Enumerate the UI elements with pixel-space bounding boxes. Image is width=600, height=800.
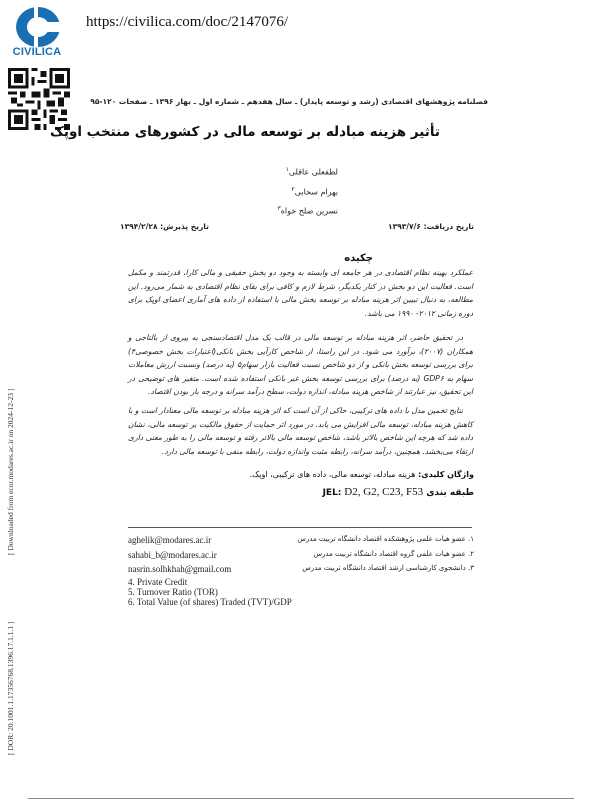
abstract-heading: چکیده (344, 253, 373, 264)
affiliation-row (128, 550, 474, 564)
english-footnote: 4. Private Credit (128, 577, 188, 587)
abstract-paragraph-1: عملکرد بهینه نظام اقتصادی در هر جامعه ای وابسته به وجود دو بخش حقیقی و مالی کارا، قدرتمند و مکمل است. فعالیت این دو بخش در کنار یکدیگر، شرط لازم و کافی برای بقای نظام اقتصادی به شمار می‌رود. این مطالعه، به دنبال تبیین اثر هزینه مبادله بر توسعه بخش مالی با استفاده از داده های آماری اعضای اوپک برای دوره زمانی ۲۰۱۲- ۱۹۹۰ می باشد. (128, 268, 473, 318)
accepted-date: تاریخ پذیرش: ۱۳۹۴/۲/۲۸ (120, 222, 209, 231)
keywords (250, 470, 474, 479)
author-email[interactable]: sahabi_b@modares.ac.ir (128, 550, 217, 560)
author-mark: ۱ (285, 166, 289, 173)
jel-label: طبقه بندی JEL: (322, 488, 474, 498)
keywords-label: واژگان کلیدی: (418, 470, 474, 479)
author-list (277, 161, 338, 220)
logo-text: CIVILICA (12, 46, 62, 58)
author-mark: ۳ (277, 205, 281, 213)
article-title: تأثیر هزینه مبادله بر توسعه مالی در کشورهای منتخب اوپک (50, 124, 440, 140)
received-date: تاریخ دریافت: ۱۳۹۳/۷/۶ (388, 222, 474, 231)
author-name: لطفعلی عاقلی (288, 167, 338, 177)
keywords-value: هزینه مبادله، توسعه مالی، داده های ترکیبی، اوپک. (249, 470, 416, 479)
affiliation-text: ۳. دانشجوی کارشناسی ارشد اقتصاد دانشگاه تربیت مدرس (302, 564, 474, 572)
english-footnote: 6. Total Value (of shares) Traded (TVT)/GDP (128, 597, 292, 607)
abstract-paragraph-3: نتایج تخمین مدل با داده های ترکیبی، حاکی از آن است که اثر هزینه مبادله بر توسعه مالی معنادار است و با کاهش هزینه مبادله، توسعه مالی افزایش می یابد. در مورد اثر حمایت از حقوق مالکیت بر توسعه مالی، نشان داده شد که هرچه این شاخص بالاتر باشد، شاخص توسعه مالی بالاتر رفته و توسعه مالی را به طور معنی داری ارتقاء می‌بخشد. همچنین، درآمد سرانه، رابطه مثبت واندازه دولت، رابطه منفی با توسعه مالی دارد. (128, 406, 473, 456)
dor-note: [ DOR: 20.1001.1.17356768.1396.17.1.1.1 ] (6, 621, 15, 755)
document-url-link[interactable]: https://civilica.com/doc/2147076/ (86, 14, 289, 30)
page-bottom-divider (28, 798, 574, 799)
english-footnote: 5. Turnover Ratio (TOR) (128, 587, 218, 597)
author-2 (277, 181, 338, 201)
author-mark: ۲ (291, 185, 295, 193)
author-1 (277, 161, 338, 181)
author-3 (277, 200, 338, 220)
author-email[interactable]: aghelik@modares.ac.ir (128, 535, 212, 545)
author-name: نسرین صلح خواه (280, 206, 338, 216)
downloaded-note: [ Downloaded from ecor.modares.ac.ir on 2024-12-23 ] (6, 388, 15, 555)
affiliation-text: ۲. عضو هیات علمی گروه اقتصاد دانشگاه تربیت مدرس (313, 550, 474, 558)
qr-code-icon (8, 68, 70, 130)
author-name: بهرام سحابی (294, 187, 338, 197)
journal-header: فصلنامه پژوهشهای اقتصادی (رشد و توسعه پایدار) ـ سال هفدهم ـ شماره اول ـ بهار ۱۳۹۶ ـ صفحات ۱۲۰-۹۵ (90, 97, 488, 106)
affiliation-row (128, 535, 474, 549)
author-email[interactable]: nasrin.solhkhah@gmail.com (128, 564, 232, 574)
footnote-divider (128, 527, 472, 528)
affiliation-text: ۱. عضو هیات علمی پژوهشکده اقتصاد دانشگاه تربیت مدرس (297, 535, 474, 543)
jel-classification (323, 486, 474, 498)
article-dates (120, 222, 474, 236)
jel-codes: D2, G2, C23, F53 (344, 486, 424, 498)
affiliation-row (128, 564, 474, 578)
abstract-paragraph-2: در تحقیق حاضر، اثر هزینه مبادله بر توسعه مالی در قالب یک مدل اقتصادسنجی به پیروی از بالتاجی و همکاران (۲۰۰۷)، برآورد می شود. در این راستا، از شاخص کارآیی بخش بانکی(اعتبارات بخش خصوصی۴) برای بررسی توسعه بخش بانکی و از دو شاخص نسبت فعالیت بازار سهام۵ (به درصد) ونسبت ارزش معاملات سهام به GDP۶ (به درصد) برای بررسی توسعه بخش غیر بانکی استفاده شده است. متغیر های توضیحی در این تحقیق، نیز عبارتند از شاخص هزینه مبادله، اندازه دولت، سطح درآمد سرانه و درجه باز بودن اقتصاد. (128, 333, 473, 397)
